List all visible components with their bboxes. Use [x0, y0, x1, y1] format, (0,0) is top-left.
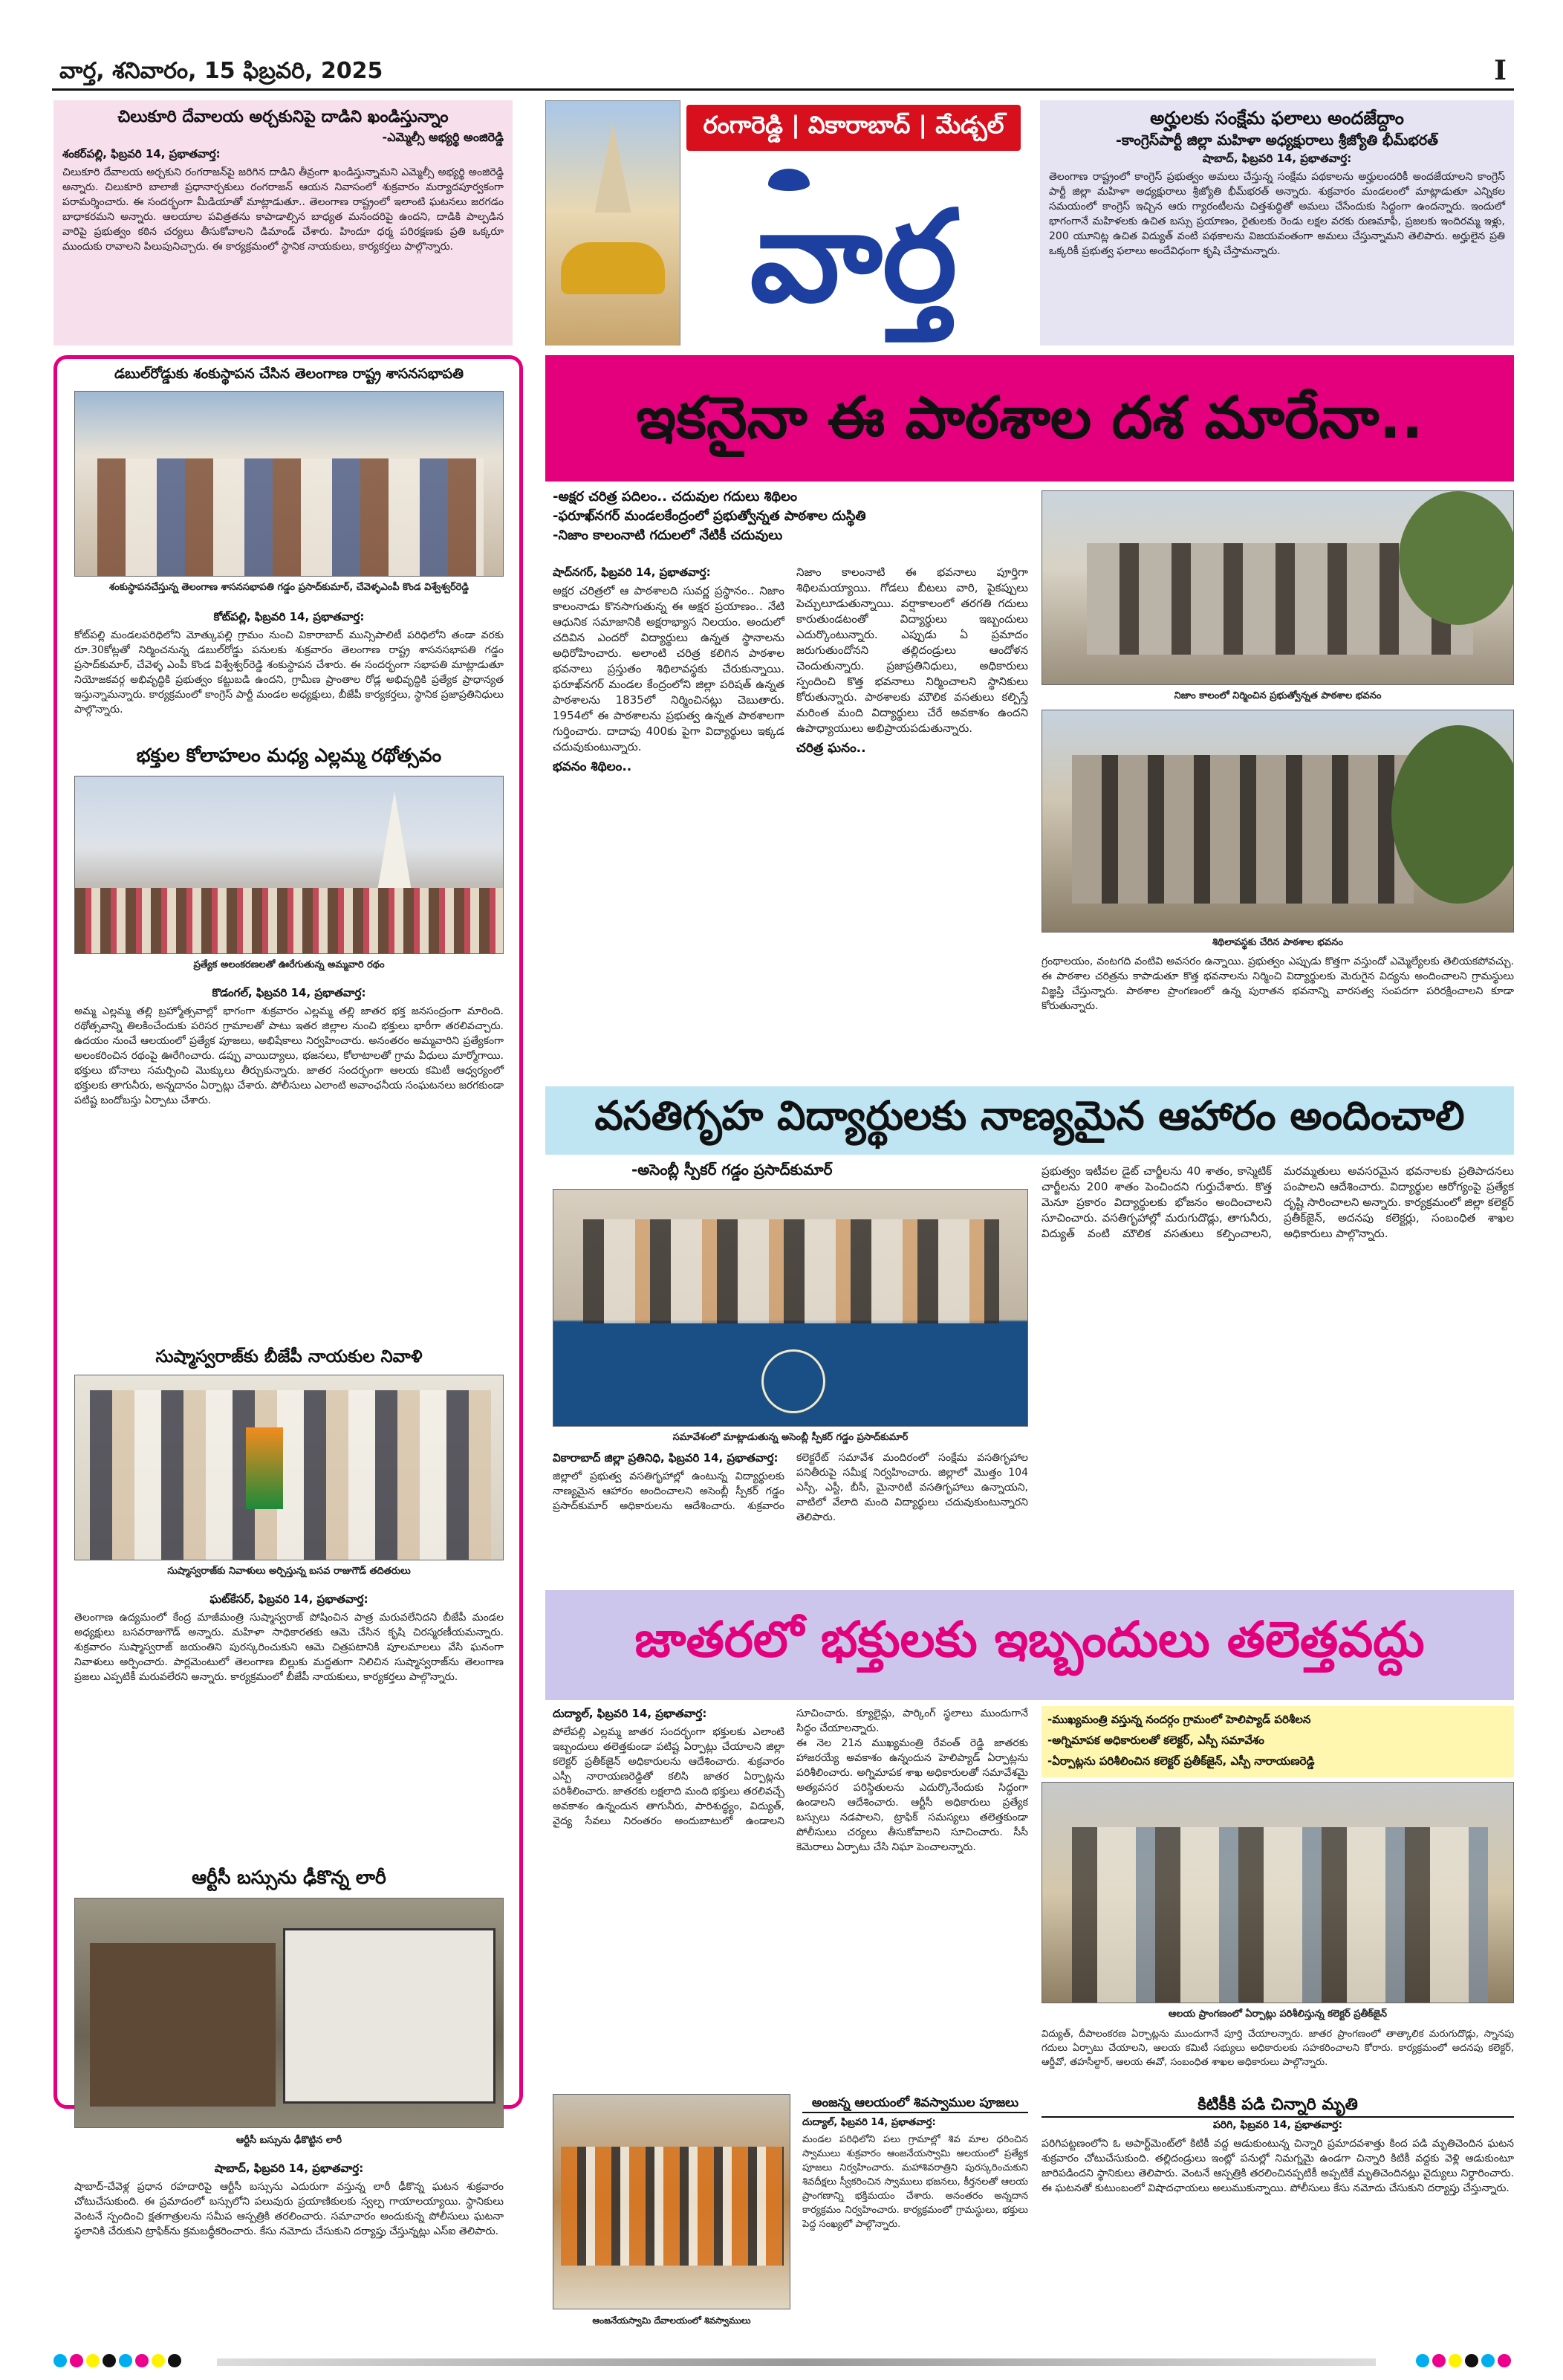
people-shape [583, 1219, 999, 1323]
headline-school-band [545, 355, 1514, 481]
reg-dot [168, 2354, 181, 2367]
headline-jatara: జాతరలో భక్తులకు ఇబ్బందులు తలెత్తవద్దు [634, 1610, 1425, 1668]
photo-caption: ప్రత్యేక అలంకరణలతో ఊరేగుతున్న అమ్మవారి రథం [193, 959, 385, 970]
story-dateline: దుద్యాల్, ఫిబ్రవరి 14, ప్రభాతవార్త: [802, 2117, 936, 2128]
story-dateline: కోట్‌పల్లి, ఫిబ్రవరి 14, ప్రభాతవార్త: [213, 610, 365, 623]
story-school-kickers [553, 487, 1028, 559]
masthead [545, 100, 1021, 346]
emblem-shape [761, 1349, 825, 1413]
masthead-banner-text: రంగారెడ్డి | వికారాబాద్ | మేడ్చల్ [703, 111, 1004, 139]
photo-chariot [74, 776, 504, 954]
masthead-photo [545, 100, 680, 346]
headline-hostel-band [545, 1086, 1514, 1155]
temple-tower-shape [587, 123, 639, 213]
gray-bar [217, 2358, 1376, 2366]
headline-school: ఇకనైనా ఈ పాఠశాల దశ మారేనా.. [636, 385, 1423, 452]
kicker-3: -నిజాం కాలంనాటి గదులలో నేటికీ చదువులు [553, 528, 783, 543]
story-dateline: షాబాద్, ఫిబ్రవరి 14, ప్రభాతవార్త: [214, 2162, 364, 2175]
story-double-road [64, 364, 514, 795]
story-dateline: ఘట్‌కేసర్, ఫిబ్రవరి 14, ప్రభాతవార్త: [209, 1592, 368, 1606]
reg-dot [152, 2354, 165, 2367]
story-body-2: ప్రభుత్వం ఇటీవల డైట్ చార్జీలను 40 శాతం, కాస్మెటిక్ చార్జీలను 200 శాతం పెంచిందని గుర్తుచేశారు. కొత్త మెనూ ప్రకారం విద్యార్థులకు భోజనం అందించాలని సూచించారు. వసతిగృహాల్లో మరుగుదొడ్లు, తాగునీరు, విద్యుత్ వంటి మౌలిక వసతులు కల్పించాలని, మరమ్మతులు అవసరమైన భవనాలకు ప్రతిపాదనలు పంపాలని ఆదేశించారు. విద్యార్థుల ఆరోగ్యంపై ప్రత్యేక దృష్టి సారించాలని అన్నారు. కార్యక్రమంలో జిల్లా కలెక్టర్ ప్రతీక్‌జైన్, అదనపు కలెక్టర్లు, సంబంధిత శాఖల అధికారులు పాల్గొన్నారు. [1042, 1164, 1514, 1240]
story-dateline: వికారాబాద్ జిల్లా ప్రతినిధి, ఫిబ్రవరి 14, ప్రభాతవార్త: [553, 1451, 779, 1465]
story-hostel-body-a [553, 1450, 1028, 1584]
reg-dot [86, 2354, 100, 2367]
story-jatara-body-b [1042, 2027, 1514, 2086]
masthead-banner [686, 105, 1021, 151]
story-child-death [1042, 2094, 1514, 2332]
story-body: చిలుకూరి దేవాలయ అర్చకుని రంగరాజన్‌పై జరిగిన దాడిని తీవ్రంగా ఖండిస్తున్నామని ఎమ్మెల్సీ అభ్యర్థి అంజిరెడ్డి అన్నారు. చిలుకూరి బాలాజీ ప్రధానార్చకులు రంగరాజన్ ఆయన నివాసంలో శుక్రవారం మర్యాదపూర్వకంగా పరామర్శించారు. ఈ సందర్భంగా మీడియాతో మాట్లాడుతూ.. తెలంగాణ రాష్ట్రంలో ఇలాంటి ఘటనలు జరగడం బాధాకరమని అన్నారు. ఆలయాల పవిత్రతను కాపాడాల్సిన బాధ్యత మనందరిపై ఉందని, దాడికి పాల్పడిన వారిపై ప్రభుత్వం కఠిన చర్యలు తీసుకోవాలని డిమాండ్ చేశారు. హిందూ ధర్మ పరిరక్షణకు ప్రతి ఒక్కరూ ముందుకు రావాలని పిలుపునిచ్చారు. ఈ కార్యక్రమంలో స్థానిక నాయకులు, కార్యకర్తలు పాల్గొన్నారు. [62, 166, 504, 253]
kicker-2: -అగ్నిమాపక అధికారులతో కలెక్టర్, ఎస్పీ సమావేశం [1047, 1734, 1264, 1747]
photo-meeting [553, 1189, 1028, 1427]
story-body: తెలంగాణ ఉద్యమంలో కేంద్ర మాజీమంత్రి సుష్మాస్వరాజ్ పోషించిన పాత్ర మరువలేనిదని బీజేపీ మండల అధ్యక్షులు బసవరాజుగౌడ్ అన్నారు. మహిళా సాధికారతకు ఆమె చేసిన కృషి చిరస్మరణీయమన్నారు. శుక్రవారం సుష్మాస్వరాజ్ జయంతిని పురస్కరించుకుని ఆమె చిత్రపటానికి పూలమాలలు వేసి ఘనంగా నివాళులు అర్పించారు. పార్లమెంటులో తెలంగాణ బిల్లుకు మద్దతుగా నిలిచిన సుష్మాస్వరాజ్‌ను తెలంగాణ ప్రజలు ఎప్పటికీ మరువలేరని అన్నారు. కార్యక్రమంలో బీజేపీ నాయకులు, కార్యకర్తలు పాల్గొన్నారు. [74, 1612, 504, 1683]
story-jatara-body-a [553, 1706, 1028, 2085]
story-subtitle-hostel: -అసెంబ్లీ స్పీకర్ గడ్డం ప్రసాద్‌కుమార్ [631, 1161, 833, 1178]
story-jatara-kickers [1042, 1706, 1514, 1777]
story-body: షాబాద్-చేవెళ్ల ప్రధాన రహదారిపై ఆర్టీసీ బస్సును ఎదురుగా వస్తున్న లారీ ఢీకొన్న ఘటన శుక్రవారం చోటుచేసుకుంది. ఈ ప్రమాదంలో బస్సులోని పలువురు ప్రయాణికులకు స్వల్ప గాయాలయ్యాయి. స్థానికులు వెంటనే స్పందించి క్షతగాత్రులను సమీప ఆస్పత్రికి తరలించారు. సమాచారం అందుకున్న పోలీసులు ఘటనా స్థలానికి చేరుకుని ట్రాఫిక్‌ను క్రమబద్ధీకరించారు. కేసు నమోదు చేసుకుని దర్యాప్తు చేస్తున్నట్లు ఎస్ఐ తెలిపారు. [74, 2181, 504, 2237]
story-chilukuri [53, 100, 513, 346]
story-sushma-tribute [64, 1345, 514, 1806]
reg-dot [1449, 2354, 1462, 2367]
page-header [52, 53, 1514, 91]
tree-shape [1399, 491, 1514, 625]
story-body: కోట్‌పల్లి మండలపరిధిలోని మోత్కుపల్లి గ్రామం నుంచి వికారాబాద్ మున్సిపాలిటీ పరిధిలోని తండా వరకు రూ.30కోట్లతో నిర్మించనున్న డబుల్‌రోడ్డు పనులకు శుక్రవారం తెలంగాణ రాష్ట్ర శాసనసభాపతి గడ్డం ప్రసాద్‌కుమార్, చేవెళ్ళ ఎంపీ కొండ విశ్వేశ్వర్‌రెడ్డి శంకుస్థాపన చేశారు. ఈ సందర్భంగా సభాపతి మాట్లాడుతూ నియోజకవర్గ అభివృద్ధికి ప్రభుత్వం కట్టుబడి ఉందని, గ్రామీణ ప్రాంతాల రోడ్ల అభివృద్ధికి ప్రత్యేక ప్రాధాన్యత ఇస్తున్నామన్నారు. కార్యక్రమంలో కాంగ్రెస్ పార్టీ మండల అధ్యక్షులు, బీజేపీ కార్యకర్తలు, స్థానిక ప్రజాప్రతినిధులు పాల్గొన్నారు. [74, 629, 504, 716]
people-shape [561, 2147, 784, 2266]
photo-school-ruined [1042, 710, 1514, 933]
story-body: పరిగిపట్టణంలోని ఓ అపార్ట్‌మెంట్‌లో కిటికీ వద్ద ఆడుకుంటున్న చిన్నారి ప్రమాదవశాత్తు కింద పడి మృతిచెందిన ఘటన శుక్రవారం చోటుచేసుకుంది. తల్లిదండ్రులు ఇంట్లో పనుల్లో నిమగ్నమై ఉండగా చిన్నారి కిటికీ వద్దకు వెళ్లి ఆడుకుంటూ జారిపడిందని స్థానికులు తెలిపారు. వెంటనే ఆస్పత్రికి తరలించినప్పటికీ అప్పటికే మృతిచెందినట్లు వైద్యులు నిర్ధారించారు. ఈ ఘటనతో కుటుంబంలో విషాదఛాయలు అలుముకున్నాయి. పోలీసులు కేసు నమోదు చేసుకుని దర్యాప్తు చేస్తున్నారు. [1042, 2138, 1514, 2194]
story-body-3: విద్యుత్, దీపాలంకరణ ఏర్పాట్లను ముందుగానే పూర్తి చేయాలన్నారు. జాతర ప్రాంగణంలో తాత్కాలిక మరుగుదొడ్లు, స్నానపు గదులు ఏర్పాటు చేయాలని, ఆలయ కమిటీ సభ్యులు అధికారులకు సహకరించాలని కోరారు. కార్యక్రమంలో అదనపు కలెక్టర్, ఆర్డీవో, తహసీల్దార్, ఆలయ ఈవో, సంబంధిత శాఖల అధికారులు పాల్గొన్నారు. [1042, 2029, 1514, 2068]
deity-shape [561, 242, 665, 294]
kicker-3: -ఏర్పాట్లను పరిశీలించిన కలెక్టర్ ప్రతీక్‌జైన్, ఎస్పీ నారాయణరెడ్డి [1047, 1754, 1315, 1768]
story-dateline: దుద్యాల్, ఫిబ్రవరి 14, ప్రభాతవార్త: [553, 1707, 707, 1720]
story-title: అర్హులకు సంక్షేమ ఫలాలు అందజేద్దాం [1150, 108, 1404, 129]
photo-tribute [74, 1375, 504, 1560]
people-shape [1072, 1827, 1488, 2003]
reg-dot [53, 2354, 67, 2367]
photo-school-old [1042, 490, 1514, 685]
page-number: I [1494, 55, 1507, 86]
photo-caption-school-old: నిజాం కాలంలో నిర్మించిన ప్రభుత్వోన్నత పాఠశాల భవనం [1174, 690, 1382, 701]
story-anjanna-temple [802, 2094, 1028, 2332]
story-dateline: షాద్‌నగర్, ఫిబ్రవరి 14, ప్రభాతవార్త: [553, 565, 711, 579]
story-title: అంజన్న ఆలయంలో శివస్వాముల పూజలు [802, 2094, 1028, 2113]
story-yellamma-chariot [64, 743, 514, 1337]
story-title: డబుల్‌రోడ్డుకు శంకుస్థాపన చేసిన తెలంగాణ రాష్ట్ర శాసనసభాపతి [114, 366, 464, 382]
reg-dot [1465, 2354, 1478, 2367]
kicker-2: -ఫరూఖ్‌నగర్ మండలకేంద్రంలో ప్రభుత్వోన్నత పాఠశాల దుస్థితి [553, 508, 866, 524]
crowd-shape [75, 888, 504, 954]
story-body: మండల పరిధిలోని పలు గ్రామాల్లో శివ మాల ధరించిన స్వాములు శుక్రవారం ఆంజనేయస్వామి ఆలయంలో ప్రత్యేక పూజలు నిర్వహించారు. మహాశివరాత్రిని పురస్కరించుకుని శివదీక్షలు స్వీకరించిన స్వాములు భజనలు, కీర్తనలతో ఆలయ ప్రాంగణాన్ని భక్తిమయం చేశారు. అనంతరం అన్నదాన కార్యక్రమం నిర్వహించారు. కార్యక్రమంలో గ్రామస్థులు, భక్తులు పెద్ద సంఖ్యలో పాల్గొన్నారు. [802, 2134, 1028, 2230]
lorry-shape [90, 1943, 276, 2107]
story-school-body-a [553, 565, 1028, 1077]
story-dateline: పరిగి, ఫిబ్రవరి 14, ప్రభాతవార్త: [1212, 2119, 1343, 2131]
story-body-2: నిజాం కాలంనాటి ఈ భవనాలు పూర్తిగా శిథిలమయ్యాయి. గోడలు బీటలు వారి, పైకప్పులు పెచ్చులూడుతున్నాయి. వర్షాకాలంలో తరగతి గదులు కారుతుండటంతో విద్యార్థులు ఇబ్బందులు ఎదుర్కొంటున్నారు. ఎప్పుడు ఏ ప్రమాదం జరుగుతుందోనని తల్లిదండ్రులు ఆందోళన చెందుతున్నారు. ప్రజాప్రతినిధులు, అధికారులు స్పందించి కొత్త భవనాలు నిర్మించాలని స్థానికులు కోరుతున్నారు. పాఠశాలకు మౌలిక వసతులు కల్పిస్తే మరింత మంది విద్యార్థులు చేరే అవకాశం ఉందని ఉపాధ్యాయులు అభిప్రాయపడుతున్నారు. [796, 565, 1028, 735]
story-dateline: షాబాద్, ఫిబ్రవరి 14, ప్రభాతవార్త: [1202, 152, 1352, 165]
story-dateline: కొడంగల్, ఫిబ్రవరి 14, ప్రభాతవార్త: [212, 986, 366, 999]
story-body-2: ఈ నెల 21న ముఖ్యమంత్రి రేవంత్ రెడ్డి జాతరకు హాజరయ్యే అవకాశం ఉన్నందున హెలిప్యాడ్ ఏర్పాట్లను పరిశీలించారు. అగ్నిమాపక శాఖ అధికారులతో సమావేశమై అత్యవసర పరిస్థితులను ఎదుర్కొనేందుకు సిద్ధంగా ఉండాలని ఆదేశించారు. ఆర్టీసీ అధికారులు ప్రత్యేక బస్సులు నడపాలని, ట్రాఫిక్ సమస్యలు తలెత్తకుండా పోలీసులు చర్యలు తీసుకోవాలని సూచించారు. సీసీ కెమెరాలు ఏర్పాటు చేసి నిఘా పెంచాలన్నారు. [796, 1737, 1028, 1853]
flag-shape [246, 1427, 283, 1509]
photo-caption-meeting: సమావేశంలో మాట్లాడుతున్న అసెంబ్లీ స్పీకర్ గడ్డం ప్రసాద్‌కుమార్ [672, 1432, 909, 1443]
photo-caption-school-ruined: శిథిలావస్థకు చేరిన పాఠశాల భవనం [1212, 937, 1343, 948]
subhead-history: చరిత్ర ఘనం.. [796, 741, 866, 756]
reg-dot [119, 2354, 132, 2367]
headline-hostel: వసతిగృహ విద్యార్థులకు నాణ్యమైన ఆహారం అందించాలి [594, 1092, 1465, 1139]
photo-foundation-stone [74, 391, 504, 577]
registration-strip [53, 2354, 1514, 2373]
photo-shiva-swamulu [553, 2094, 790, 2309]
story-body: తెలంగాణ రాష్ట్రంలో కాంగ్రెస్ ప్రభుత్వం అమలు చేస్తున్న సంక్షేమ పథకాలను అర్హులందరికీ అందజేయాలని కాంగ్రెస్ పార్టీ జిల్లా మహిళా అధ్యక్షురాలు శ్రీజ్యోతి భీమ్‌భరత్ అన్నారు. శుక్రవారం మండలంలో మాట్లాడుతూ ఎన్నికల సమయంలో కాంగ్రెస్ ఇచ్చిన ఆరు గ్యారంటీలను చిత్తశుద్ధితో అమలు చేసేందుకు సిద్ధంగా ఉందన్నారు. ఇందులో భాగంగానే మహిళలకు ఉచిత బస్సు ప్రయాణం, రైతులకు రెండు లక్షల వరకు రుణమాఫీ, ప్రజలకు ఇందిరమ్మ ఇళ్లు, 200 యూనిట్ల ఉచిత విద్యుత్ వంటి పథకాలను విజయవంతంగా అమలు చేస్తున్నామని తెలిపారు. అర్హులైన ప్రతి ఒక్కరికీ ప్రభుత్వ ఫలాలు అందేవిధంగా కృషి చేస్తామన్నారు. [1049, 171, 1505, 257]
reg-dot [135, 2354, 149, 2367]
story-body: అమ్మ ఎల్లమ్మ తల్లి బ్రహ్మోత్సవాల్లో భాగంగా శుక్రవారం ఎల్లమ్మ తల్లి జాతర భక్త జనసంద్రంగా మారింది. రథోత్సవాన్ని తిలకించేందుకు పరిసర గ్రామాలతో పాటు ఇతర జిల్లాల నుంచి భక్తులు భారీగా తరలివచ్చారు. ఉదయం నుంచే ఆలయంలో ప్రత్యేక పూజలు, అభిషేకాలు నిర్వహించారు. అనంతరం అమ్మవారిని ప్రత్యేకంగా అలంకరించిన రథంపై ఊరేగించారు. డప్పు వాయిద్యాలు, భజనలు, కోలాటాలతో గ్రామ వీధులు మార్మోగాయి. భక్తులు బోనాలు సమర్పించి మొక్కులు తీర్చుకున్నారు. జాతర సందర్భంగా ఆలయ కమిటీ ఆధ్వర్యంలో భక్తులకు తాగునీరు, అన్నదానం ఏర్పాట్లు చేశారు. పోలీసులు ఎలాంటి అవాంఛనీయ సంఘటనలు జరగకుండా పటిష్ట బందోబస్తు ఏర్పాటు చేశారు. [74, 1005, 504, 1106]
subhead-building: భవనం శిథిలం.. [553, 759, 632, 774]
story-title: భక్తుల కోలాహలం మధ్య ఎల్లమ్మ రథోత్సవం [136, 745, 442, 766]
photo-accident [74, 1898, 504, 2128]
story-title: సుష్మాస్వరాజ్‌కు బీజేపీ నాయకుల నివాళి [155, 1347, 423, 1366]
story-school-body-b [1042, 954, 1514, 1076]
photo-caption-swamulu: ఆంజనేయస్వామి దేవాలయంలో శివస్వాములు [592, 2315, 751, 2326]
people-shape [90, 1390, 491, 1560]
headline-jatara-band [545, 1590, 1514, 1700]
story-hostel-body-b [1042, 1164, 1514, 1584]
masthead-logo: వార్త [750, 182, 958, 331]
story-rtc-bus-accident [64, 1865, 514, 2378]
photo-caption: ఆర్టీసీ బస్సును ఢీకొట్టిన లారీ [235, 2135, 342, 2146]
reg-dot [103, 2354, 116, 2367]
story-body-1: అక్షర చరిత్రలో ఆ పాఠశాలది సువర్ణ ప్రస్థానం.. నిజాం కాలంనాడు కొనసాగుతున్న ఈ అక్షర ప్రయాణం.. నేటి ఆధునిక సమాజానికి అక్షరాభ్యాస నిలయం. అందులో చదివిన ఎందరో విద్యార్థులు ఉన్నత స్థానాలను అధిరోహించారు. అలాంటి చరిత్ర కలిగిన పాఠశాల భవనాలు ప్రస్తుతం శిథిలావస్థకు చేరుకున్నాయి. ఫరూఖ్‌నగర్ మండల కేంద్రంలోని జిల్లా పరిషత్ ఉన్నత పాఠశాలను 1835లో నిర్మించినట్లు చెబుతారు. 1954లో ఈ పాఠశాలను ప్రభుత్వ ఉన్నత పాఠశాలగా గుర్తించారు. దాదాపు 400కు పైగా విద్యార్థులు ఇక్కడ చదువుకుంటున్నారు. [553, 584, 784, 753]
story-title: ఆర్టీసీ బస్సును ఢీకొన్న లారీ [192, 1867, 386, 1888]
reg-dot [1432, 2354, 1446, 2367]
story-subtitle: -ఎమ్మెల్సీ అభ్యర్థి అంజిరెడ్డి [382, 130, 504, 144]
kicker-1: -అక్షర చరిత్ర పదిలం.. చదువుల గదులు శిథిలం [553, 489, 797, 505]
bus-shape [283, 1928, 495, 2104]
reg-dots-right [1416, 2354, 1514, 2370]
people-shape [97, 458, 484, 577]
reg-dot [70, 2354, 83, 2367]
story-welfare [1040, 100, 1514, 346]
story-subtitle: -కాంగ్రెస్‌పార్టీ జిల్లా మహిళా అధ్యక్షురాలు శ్రీజ్యోతి భీమ్‌భరత్ [1116, 132, 1438, 149]
story-body-3: గ్రంథాలయం, వంటగది వంటివి అవసరం ఉన్నాయి. ప్రభుత్వం ఎప్పుడు కొత్తగా వస్తుందో ఎమ్మెల్యేలకు తెలియకపోవచ్చు. ఈ పాఠశాల చరిత్రను కాపాడుతూ కొత్త భవనాలను నిర్మించి విద్యార్థులకు మెరుగైన విద్యను అందించాలని గ్రామస్థులు విజ్ఞప్తి చేస్తున్నారు. పాఠశాల ప్రాంగణంలో ఉన్న పురాతన భవనాన్ని వారసత్వ సంపదగా పరిరక్షించాలని కూడా కోరుతున్నారు. [1042, 956, 1514, 1012]
story-dateline: శంకర్‌పల్లి, ఫిబ్రవరి 14, ప్రభాతవార్త: [62, 147, 221, 160]
reg-dot [1481, 2354, 1495, 2367]
reg-dot [1416, 2354, 1429, 2367]
photo-caption: శంకుస్థాపనచేస్తున్న తెలంగాణ శాసనసభాపతి గడ్డం ప్రసాద్‌కుమార్, చేవెళ్ళఎంపీ కొండ విశ్వేశ్వర్‌రెడ్డి [108, 582, 469, 593]
photo-caption: సుష్మాస్వరాజ్‌కు నివాళులు అర్పిస్తున్న బసవ రాజుగౌడ్ తదితరులు [167, 1566, 411, 1577]
story-body-1: పోలేపల్లి ఎల్లమ్మ జాతర సందర్భంగా భక్తులకు ఎలాంటి ఇబ్బందులు తలెత్తకుండా పటిష్ట ఏర్పాట్లు చేయాలని జిల్లా కలెక్టర్ ప్రతీక్‌జైన్ అధికారులను ఆదేశించారు. శుక్రవారం ఎస్పీ నారాయణరెడ్డితో కలిసి జాతర ఏర్పాట్లను పరిశీలించారు. జాతరకు లక్షలాది మంది భక్తులు తరలివచ్చే అవకాశం ఉన్నందున తాగునీరు, పారిశుద్ధ్యం, విద్యుత్, వైద్య సేవలు నిరంతరం అందుబాటులో ఉండాలని సూచించారు. క్యూలైన్లు, పార్కింగ్ స్థలాలు ముందుగానే సిద్ధం చేయాలన్నారు. [553, 1708, 1028, 1827]
story-title: కిటికీకి పడి చిన్నారి మృతి [1042, 2094, 1514, 2118]
dateline-header: వార్త, శనివారం, 15 ఫిబ్రవరి, 2025 [59, 58, 383, 84]
story-title: చిలుకూరి దేవాలయ అర్చకునిపై దాడిని ఖండిస్తున్నాం [117, 108, 449, 126]
photo-jatara-inspection [1042, 1782, 1514, 2003]
tree-shape [1391, 725, 1514, 904]
kicker-1: -ముఖ్యమంత్రి వస్తున్న నందర్గం గ్రామంలో హెలిప్యాడ్ పరిశీలన [1047, 1713, 1311, 1726]
photo-caption-jatara: ఆలయ ప్రాంగణంలో ఏర్పాట్లు పరిశీలిస్తున్న కలెక్టర్ ప్రతీక్‌జైన్ [1168, 2008, 1388, 2020]
building-shape [1072, 755, 1414, 904]
story-body-1: జిల్లాలో ప్రభుత్వ వసతిగృహాల్లో ఉంటున్న విద్యార్థులకు నాణ్యమైన ఆహారం అందించాలని అసెంబ్లీ స్పీకర్ గడ్డం ప్రసాద్‌కుమార్ అధికారులను ఆదేశించారు. శుక్రవారం కలెక్టరేట్ సమావేశ మందిరంలో సంక్షేమ వసతిగృహాల పనితీరుపై సమీక్ష నిర్వహించారు. జిల్లాలో మొత్తం 104 ఎస్సీ, ఎస్టీ, బీసీ, మైనారిటీ వసతిగృహాలు ఉన్నాయని, వాటిలో వేలాది మంది విద్యార్థులు చదువుకుంటున్నారని తెలిపారు. [553, 1452, 1028, 1523]
reg-dot [1498, 2354, 1511, 2367]
